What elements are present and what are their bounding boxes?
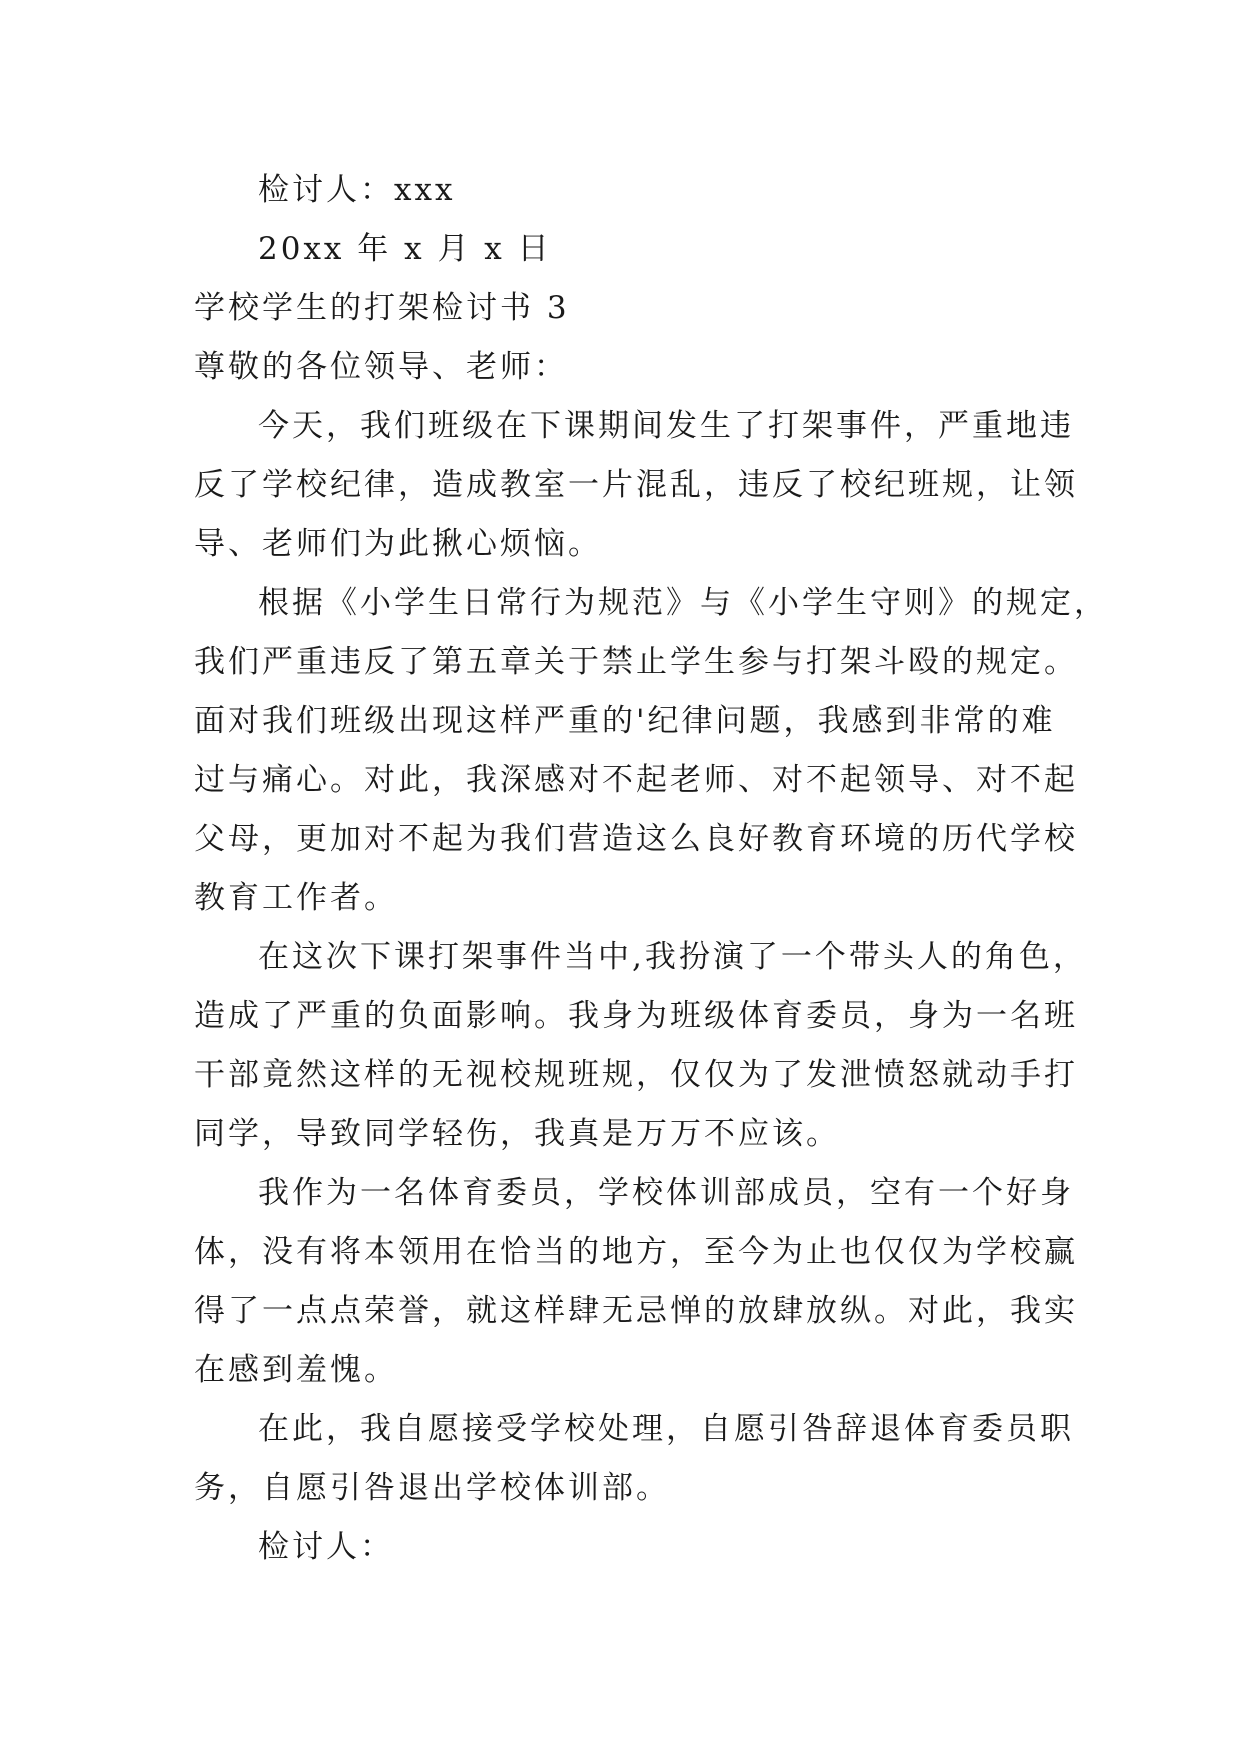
paragraph-1	[194, 398, 1078, 572]
paragraph-line: 导、老师们为此揪心烦恼。	[194, 526, 602, 562]
date-line: 20xx 年 x 月 x 日	[258, 231, 552, 267]
paragraph-line: 在这次下课打架事件当中,我扮演了一个带头人的角色，	[258, 939, 1087, 975]
paragraph-line: 得了一点点荣誉，就这样肆无忌惮的放肆放纵。对此，我实	[194, 1293, 1078, 1329]
paragraph-line: 在此，我自愿接受学校处理，自愿引咎辞退体育委员职	[258, 1411, 1074, 1447]
paragraph-line: 教育工作者。	[194, 880, 398, 916]
paragraph-5	[194, 1401, 1074, 1516]
paragraph-line: 同学，导致同学轻伤，我真是万万不应该。	[194, 1116, 840, 1152]
document-title: 学校学生的打架检讨书 3	[194, 290, 570, 326]
paragraph-3	[194, 929, 1087, 1162]
paragraph-4	[194, 1165, 1078, 1398]
paragraph-line: 我作为一名体育委员，学校体训部成员，空有一个好身	[258, 1175, 1074, 1211]
document-body	[194, 162, 1108, 1578]
paragraph-line: 根据《小学生日常行为规范》与《小学生守则》的规定，	[258, 585, 1108, 621]
paragraph-line: 面对我们班级出现这样严重的'纪律问题，我感到非常的难	[194, 703, 1056, 739]
paragraph-line: 干部竟然这样的无视校规班规，仅仅为了发泄愤怒就动手打	[194, 1057, 1078, 1093]
paragraph-line: 体，没有将本领用在恰当的地方，至今为止也仅仅为学校赢	[194, 1234, 1078, 1270]
paragraph-line: 父母，更加对不起为我们营造这么良好教育环境的历代学校	[194, 821, 1078, 857]
paragraph-line: 反了学校纪律，造成教室一片混乱，违反了校纪班规，让领	[194, 467, 1078, 503]
paragraph-line: 过与痛心。对此，我深感对不起老师、对不起领导、对不起	[194, 762, 1078, 798]
signature-bottom: 检讨人：	[258, 1529, 394, 1565]
paragraph-line: 今天，我们班级在下课期间发生了打架事件，严重地违	[258, 408, 1074, 444]
paragraph-line: 造成了严重的负面影响。我身为班级体育委员，身为一名班	[194, 998, 1078, 1034]
reviewer-line: 检讨人：xxx	[258, 172, 456, 208]
paragraph-line: 我们严重违反了第五章关于禁止学生参与打架斗殴的规定。	[194, 644, 1078, 680]
paragraph-line: 在感到羞愧。	[194, 1352, 398, 1388]
paragraph-2	[194, 575, 1108, 926]
salutation: 尊敬的各位领导、老师：	[194, 349, 568, 385]
paragraph-line: 务，自愿引咎退出学校体训部。	[194, 1470, 670, 1506]
